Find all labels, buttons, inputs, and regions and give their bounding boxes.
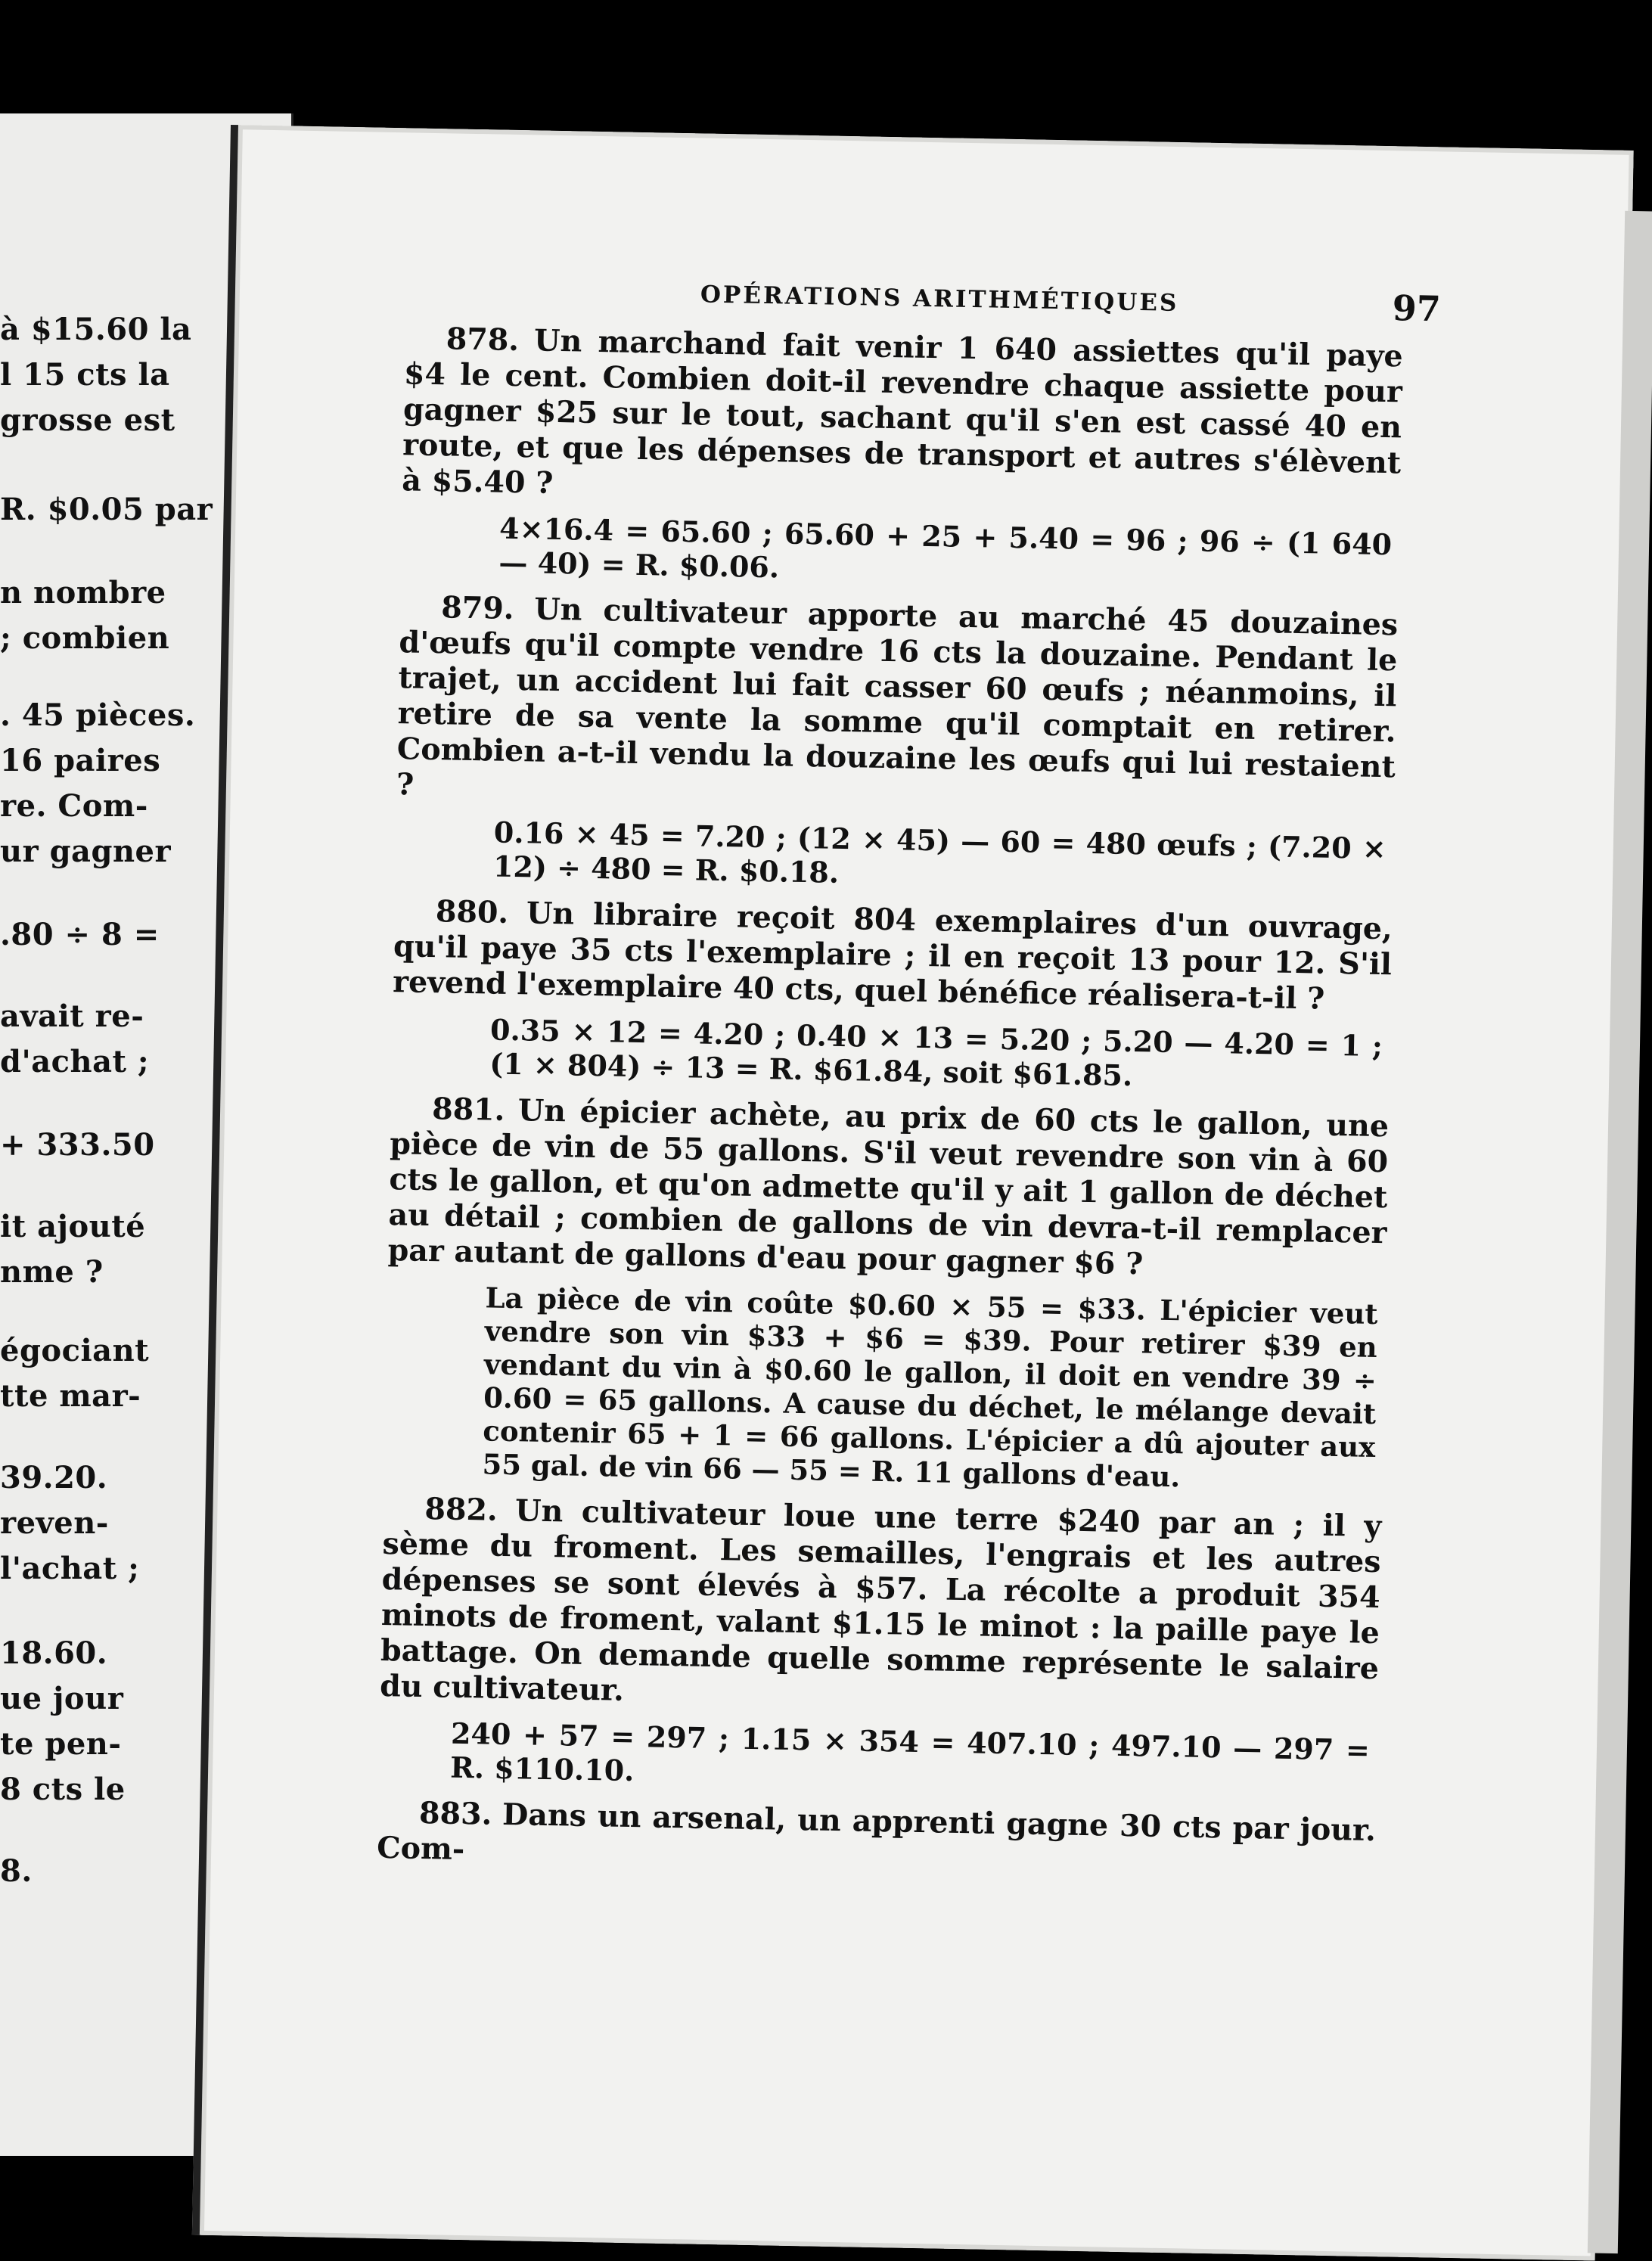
page-edge	[1588, 211, 1652, 2253]
left-page-line: 8.	[0, 1853, 33, 1889]
problem-text: Un cultivateur loue une terre $240 par an ; il y sème du froment. Les semailles, l'engrais et les autres dépenses se sont élevés à $57. La récolte a produit 354 minots de froment, valant $1.15 le minot : la paille paye le battage. On demande quelle somme représente le salaire du cultivateur.	[379, 1493, 1382, 1708]
solution: 240 + 57 = 297 ; 1.15 × 354 = 407.10 ; 497.10 — 297 = R. $110.10.	[449, 1716, 1371, 1788]
problem-text: Un cultivateur apporte au marché 45 douzaines d'œufs qu'il compte vendre 16 cts la douzaine. Pendant le trajet, un accident lui fait casser 60 œufs ; néanmoins, il retire de sa vente la somme qu'il comptait en retirer. Combien a-t-il vendu la douzaine les œufs qui lui restaient ?	[396, 592, 1399, 803]
problem-number: 881.	[431, 1092, 505, 1128]
book-page	[192, 125, 1634, 2261]
left-page-line: ue jour	[0, 1681, 124, 1716]
problem-881	[384, 1091, 1389, 1497]
left-page-line: ur gagner	[0, 834, 172, 869]
left-page-line: 18.60.	[0, 1635, 108, 1671]
running-head: OPÉRATIONS ARITHMÉTIQUES	[700, 281, 1179, 318]
page-number: 97	[1392, 287, 1442, 330]
problem-text: Un libraire reçoit 804 exemplaires d'un ouvrage, qu'il paye 35 cts l'exemplaire ; il en reçoit 13 pour 12. S'il revend l'exemplaire 40 cts, quel bénéfice réalisera-t-il ?	[392, 896, 1393, 1017]
left-page-line: + 333.50	[0, 1127, 155, 1163]
left-page-line: 8 cts le	[0, 1772, 126, 1807]
problem-880	[391, 893, 1393, 1097]
left-page-line: nme ?	[0, 1254, 104, 1290]
left-page-line: d'achat ;	[0, 1044, 150, 1079]
left-page-line: tte mar-	[0, 1378, 141, 1414]
problem-text: Un épicier achète, au prix de 60 cts le gallon, une pièce de vin de 55 gallons. S'il veut revendre son vin à 60 cts le gallon, et qu'on admette qu'il y ait 1 gallon de déchet au détail ; combien de gallons de vin devra-t-il remplacer par autant de gallons d'eau pour gagner $6 ?	[387, 1093, 1390, 1282]
left-page-line: à $15.60 la	[0, 312, 192, 347]
problem-number: 883.	[418, 1795, 492, 1832]
left-page-line: R. $0.05 par	[0, 492, 213, 527]
solution: 4×16.4 = 65.60 ; 65.60 + 25 + 5.40 = 96 ; 96 ÷ (1 640 — 40) = R. $0.06.	[498, 511, 1393, 585]
left-page-line: 16 paires	[0, 743, 161, 778]
problem-number: 880.	[435, 894, 509, 930]
left-page-line: l 15 cts la	[0, 357, 170, 393]
left-page-line: ; combien	[0, 620, 170, 656]
left-page-line: grosse est	[0, 402, 175, 438]
left-page-line: reven-	[0, 1505, 109, 1541]
problem-878	[400, 321, 1403, 595]
problem-number: 882.	[424, 1492, 498, 1528]
problem-text: Un marchand fait venir 1 640 assiettes qu'il paye $4 le cent. Combien doit-il revendre chaque assiette pour gagner $25 sur le tout, sachant qu'il s'en est cassé 40 en route, et que les dépenses de transport et autres s'élèvent à $5.40 ?	[401, 323, 1404, 501]
left-page-line: égociant	[0, 1333, 150, 1368]
left-page-line: re. Com-	[0, 788, 148, 824]
left-page-line: it ajouté	[0, 1209, 146, 1244]
problem-879	[395, 589, 1399, 899]
problem-882	[378, 1491, 1382, 1801]
left-page-line: te pen-	[0, 1726, 122, 1762]
solution: 0.35 × 12 = 4.20 ; 0.40 × 13 = 5.20 ; 5.20 — 4.20 = 1 ; (1 × 804) ÷ 13 = R. $61.84, soit $61.85.	[489, 1012, 1383, 1093]
solution: 0.16 × 45 = 7.20 ; (12 × 45) — 60 = 480 œufs ; (7.20 × 12) ÷ 480 = R. $0.18.	[492, 815, 1387, 890]
problem-number: 878.	[446, 321, 520, 359]
left-page-line: avait re-	[0, 999, 144, 1034]
left-page-line: 39.20.	[0, 1460, 108, 1495]
left-page-line: . 45 pièces.	[0, 697, 196, 733]
left-page-line: n nombre	[0, 575, 166, 610]
problem-883	[377, 1795, 1377, 1884]
left-page-line: .80 ÷ 8 =	[0, 917, 160, 952]
problem-number: 879.	[440, 590, 514, 626]
problem-text: Dans un arsenal, un apprenti gagne 30 cts par jour. Com-	[376, 1797, 1377, 1868]
left-page-line: l'achat ;	[0, 1551, 140, 1586]
page-content	[377, 321, 1403, 1884]
solution: La pièce de vin coûte $0.60 × 55 = $33. L'épicier veut vendre son vin $33 + $6 = $39. Pour retirer $39 en vendant du vin à $0.60 le gallon, il doit en vendre 39 ÷ 0.60 = 65 gallons. A cause du déchet, le mélange devait contenir 65 + 1 = 66 gallons. L'épicier a dû ajouter aux 55 gal. de vin 66 — 55 = R. 11 gallons d'eau.	[482, 1281, 1378, 1494]
